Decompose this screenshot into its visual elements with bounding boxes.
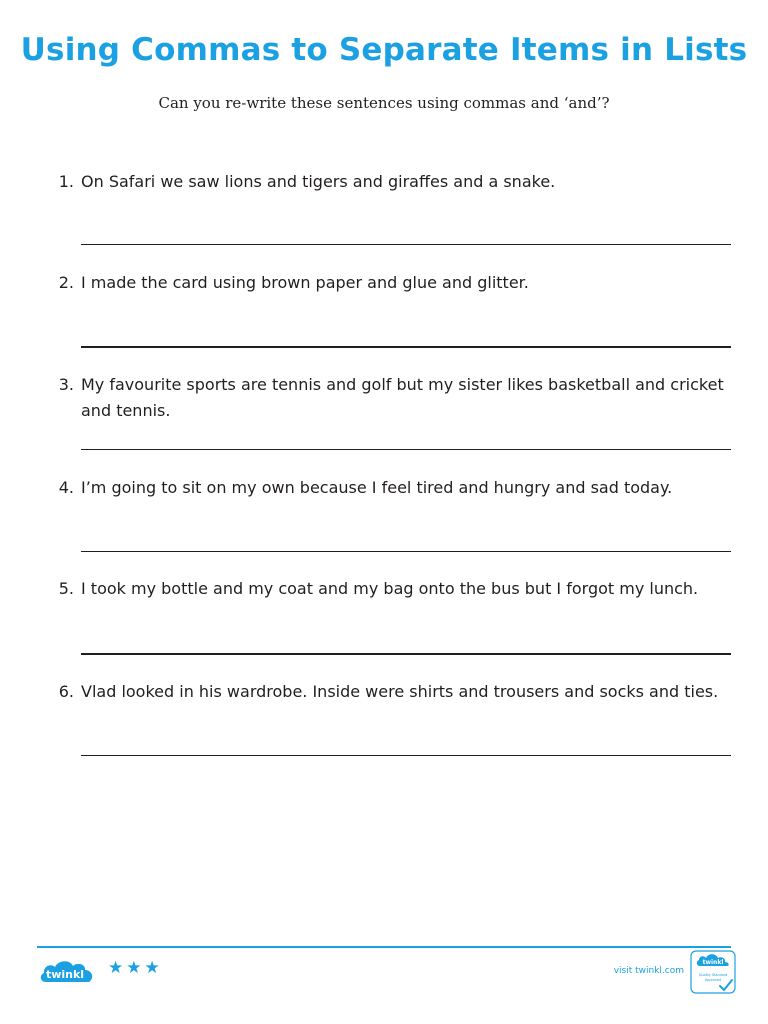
twinkl-logo [38,956,98,988]
quality-badge [690,950,736,994]
worksheet-title: Using Commas to Separate Items in Lists [20,32,748,68]
question-number: 2. [58,273,74,292]
question-text: I made the card using brown paper and glue and glitter. [81,273,529,292]
footer-divider [37,946,731,948]
visit-link[interactable]: visit twinkl.com [613,966,684,976]
answer-line[interactable] [81,653,731,655]
question-text: I’m going to sit on my own because I feel tired and hungry and sad today. [81,478,673,497]
svg-text:Quality Standard: Quality Standard [698,973,728,977]
question-text: My favourite sports are tennis and golf but my sister likes basketball and cricket and tennis. [81,375,724,420]
svg-text:Approved: Approved [704,978,722,982]
question-number: 4. [58,478,74,497]
question-text: On Safari we saw lions and tigers and giraffes and a snake. [81,172,556,191]
answer-line[interactable] [81,449,731,450]
question-number: 1. [58,172,74,191]
answer-line[interactable] [81,244,731,245]
svg-text:twinkl: twinkl [45,968,85,981]
difficulty-stars: ★★★ [108,958,163,978]
question-number: 5. [58,579,74,598]
question-number: 3. [58,375,74,394]
question-text: Vlad looked in his wardrobe. Inside were shirts and trousers and socks and ties. [81,682,719,701]
svg-text:twinkl: twinkl [702,959,724,966]
answer-line[interactable] [81,755,731,756]
answer-line[interactable] [81,551,731,552]
worksheet-instructions: Can you re-write these sentences using commas and ‘and’? [158,94,610,112]
answer-line[interactable] [81,346,731,348]
question-number: 6. [58,682,74,701]
question-text: I took my bottle and my coat and my bag onto the bus but I forgot my lunch. [81,579,699,598]
